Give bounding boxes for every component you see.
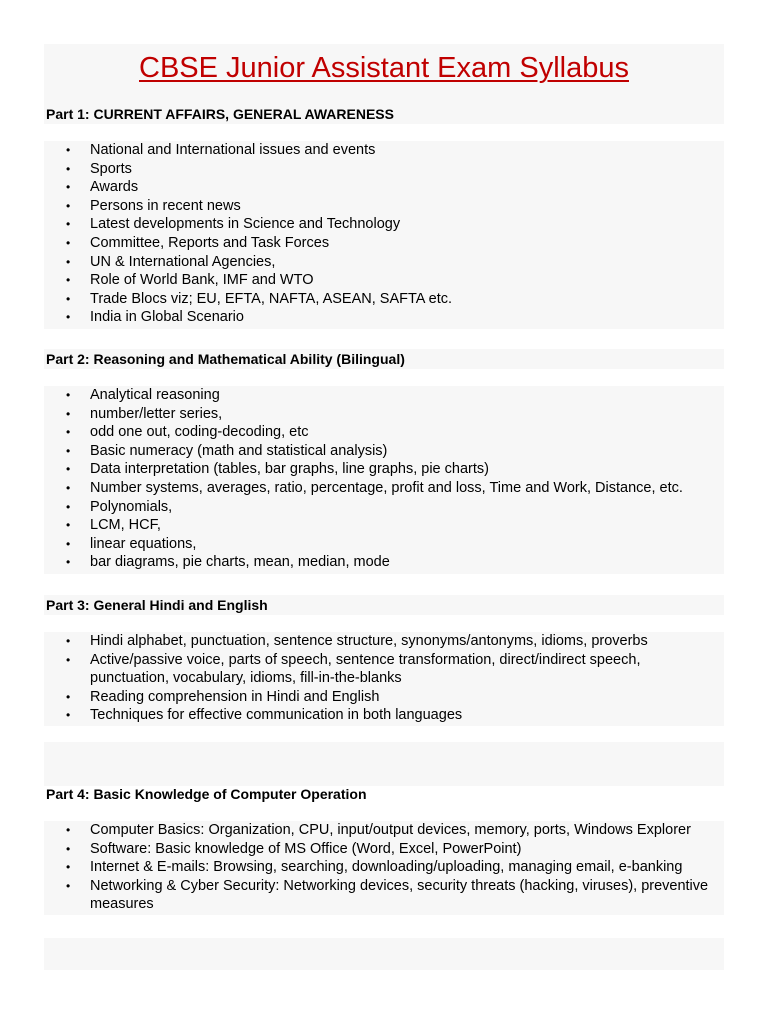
spacer-block [44, 742, 724, 786]
list-item: • Latest developments in Science and Technology [66, 216, 401, 233]
list-item: • India in Global Scenario [66, 309, 244, 326]
list-item: • Awards [66, 179, 139, 196]
bullet-icon: • [66, 555, 71, 570]
part-3-heading: Part 3: General Hindi and English [46, 597, 268, 613]
part-3-list [44, 632, 724, 725]
list-item: • Analytical reasoning [66, 387, 220, 403]
title-block [44, 44, 724, 124]
bullet-icon: • [66, 841, 71, 856]
bullet-icon: • [66, 235, 71, 250]
list-item: • Software: Basic knowledge of MS Office (Word, Excel, PowerPoint) [66, 840, 522, 857]
list-item: • bar diagrams, pie charts, mean, median, mode [66, 554, 390, 571]
bullet-icon: • [66, 878, 71, 893]
part-1-list [44, 141, 724, 327]
part-2-heading-block [44, 349, 724, 369]
bullet-icon: • [66, 291, 71, 306]
list-item: • Internet & E-mails: Browsing, searching, downloading/uploading, managing email, e-banking [66, 859, 683, 876]
list-item: • Polynomials, [66, 498, 173, 515]
list-item: • Basic numeracy (math and statistical analysis) [66, 442, 388, 459]
document-title: CBSE Junior Assistant Exam Syllabus [139, 52, 629, 84]
list-item: • Techniques for effective communication in both languages [66, 707, 463, 724]
bullet-icon: • [66, 254, 71, 269]
bullet-icon: • [66, 480, 71, 495]
bullet-icon: • [66, 310, 71, 325]
bullet-icon: • [66, 443, 71, 458]
bullet-icon: • [66, 634, 71, 648]
bullet-icon: • [66, 708, 71, 723]
list-item: • Networking & Cyber Security: Networking devices, security threats (hacking, viruses), preventive measures [66, 877, 709, 913]
part-2-list-block [44, 386, 724, 574]
bullet-icon: • [66, 198, 71, 213]
list-item: • UN & International Agencies, [66, 253, 276, 270]
list-item: • Hindi alphabet, punctuation, sentence structure, synonyms/antonyms, idioms, proverbs [66, 633, 648, 649]
part-1-list-block [44, 141, 724, 329]
list-item: • Committee, Reports and Task Forces [66, 234, 330, 251]
bullet-icon: • [66, 180, 71, 195]
list-item: • Data interpretation (tables, bar graphs, line graphs, pie charts) [66, 461, 489, 478]
bullet-icon: • [66, 406, 71, 421]
part-3-list-block [44, 632, 724, 726]
list-item: • Computer Basics: Organization, CPU, input/output devices, memory, ports, Windows Explorer [66, 822, 691, 838]
bullet-icon: • [66, 689, 71, 704]
list-item: • LCM, HCF, [66, 517, 161, 534]
part-4-list [44, 821, 724, 914]
list-item: • linear equations, [66, 535, 197, 552]
part-1-heading: Part 1: CURRENT AFFAIRS, GENERAL AWARENESS [46, 106, 394, 122]
bullet-icon: • [66, 388, 71, 402]
list-item: • number/letter series, [66, 405, 223, 422]
bullet-icon: • [66, 425, 71, 440]
part-3-heading-block [44, 595, 724, 615]
list-item: • Persons in recent news [66, 197, 241, 214]
part-4-list-block [44, 821, 724, 915]
list-item: • Sports [66, 160, 132, 177]
bullet-icon: • [66, 823, 71, 837]
list-item: • Role of World Bank, IMF and WTO [66, 272, 314, 289]
bullet-icon: • [66, 499, 71, 514]
bullet-icon: • [66, 143, 71, 157]
list-item: • Trade Blocs viz; EU, EFTA, NAFTA, ASEAN, SAFTA etc. [66, 290, 453, 307]
bullet-icon: • [66, 217, 71, 232]
bullet-icon: • [66, 161, 71, 176]
list-item: • Number systems, averages, ratio, percentage, profit and loss, Time and Work, Distance, etc. [66, 479, 683, 496]
list-item: • odd one out, coding-decoding, etc [66, 424, 309, 441]
bullet-icon: • [66, 860, 71, 875]
list-item: • National and International issues and events [66, 142, 376, 158]
bullet-icon: • [66, 273, 71, 288]
bullet-icon: • [66, 536, 71, 551]
part-2-list [44, 386, 724, 572]
part-4-heading: Part 4: Basic Knowledge of Computer Operation [46, 786, 367, 802]
bottom-spacer-block [44, 938, 724, 970]
list-item: • Active/passive voice, parts of speech, sentence transformation, direct/indirect speech, punctuation, vocabulary, idioms, fill-in-the-blanks [66, 651, 641, 687]
bullet-icon: • [66, 462, 71, 477]
bullet-icon: • [66, 518, 71, 533]
part-2-heading: Part 2: Reasoning and Mathematical Ability (Bilingual) [46, 351, 405, 367]
list-item: • Reading comprehension in Hindi and English [66, 688, 380, 705]
bullet-icon: • [66, 652, 71, 667]
